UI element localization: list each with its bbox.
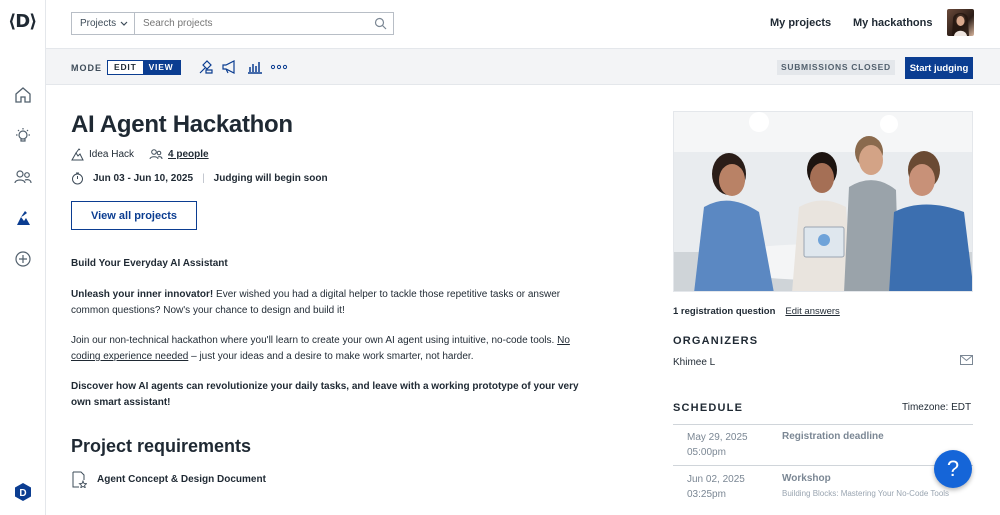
- mail-icon[interactable]: [960, 355, 973, 365]
- people-icon[interactable]: [13, 167, 33, 187]
- search-scope-dropdown[interactable]: [72, 13, 135, 34]
- registration-count: 1 registration question: [673, 306, 776, 317]
- description-text: – just your ideas and a desire to make work smarter, not harder.: [188, 351, 474, 362]
- my-projects-link[interactable]: My projects: [770, 17, 832, 29]
- description-text: Join our non-technical hackathon where you'll learn to create your own AI agent using intuitive, no-code tools.: [71, 335, 558, 346]
- divider: |: [202, 173, 205, 184]
- schedule-subtitle: Building Blocks: Mastering Your No-Code Tools: [782, 489, 950, 498]
- requirement-item: [71, 471, 266, 488]
- lightbulb-icon[interactable]: [13, 126, 33, 146]
- divider: [673, 465, 973, 466]
- description-paragraph-3: Discover how AI agents can revolutionize your daily tasks, and leave with a working prototype of your very own smart assistant!: [71, 381, 579, 408]
- schedule-time: 05:00pm: [687, 447, 726, 458]
- left-sidebar: [0, 0, 46, 515]
- mode-toolbar: [46, 48, 1000, 85]
- description-text: Ever wished you had a digital helper to tackle those repetitive tasks or answer common questions? Now's your chance to design and build it!: [71, 289, 561, 316]
- schedule-heading: SCHEDULE: [673, 402, 744, 414]
- add-circle-icon[interactable]: [13, 249, 33, 269]
- brand-logo[interactable]: ⟨D⟩: [8, 11, 37, 32]
- schedule-title: Workshop: [782, 473, 831, 484]
- event-dates-row: [71, 172, 328, 185]
- hackathon-icon[interactable]: [13, 208, 33, 228]
- more-options-icon[interactable]: [270, 58, 288, 76]
- top-bar: [46, 0, 1000, 48]
- my-hackathons-link[interactable]: My hackathons: [853, 17, 933, 29]
- description-paragraph-2: [71, 333, 601, 365]
- search-scope-label: Projects: [80, 18, 117, 29]
- start-judging-button[interactable]: Start judging: [905, 57, 973, 79]
- description-paragraph-1: [71, 287, 601, 319]
- help-button[interactable]: ?: [934, 450, 972, 488]
- search-icon[interactable]: [374, 17, 387, 30]
- idea-hack-icon: [71, 148, 84, 161]
- judging-status: Judging will begin soon: [213, 173, 328, 184]
- schedule-title: Registration deadline: [782, 431, 884, 442]
- schedule-date: May 29, 2025: [687, 432, 748, 443]
- judging-gavel-icon[interactable]: [197, 58, 215, 76]
- view-mode-button[interactable]: VIEW: [143, 61, 180, 74]
- chevron-down-icon: [120, 21, 128, 27]
- search-input[interactable]: [135, 13, 393, 34]
- organizer-name: Khimee L: [673, 357, 716, 368]
- megaphone-icon[interactable]: [221, 58, 239, 76]
- description-emphasis: Unleash your inner innovator!: [71, 289, 214, 300]
- view-all-projects-button[interactable]: View all projects: [71, 201, 197, 230]
- participants-link[interactable]: 4 people: [168, 149, 209, 160]
- schedule-time: 03:25pm: [687, 489, 726, 500]
- edit-answers-link[interactable]: Edit answers: [785, 306, 840, 317]
- people-icon: [149, 148, 163, 161]
- svg-text:D: D: [19, 488, 27, 499]
- event-dates: Jun 03 - Jun 10, 2025: [93, 173, 194, 184]
- edit-mode-button[interactable]: EDIT: [108, 61, 143, 74]
- requirement-label: Agent Concept & Design Document: [97, 474, 266, 485]
- status-badge: SUBMISSIONS CLOSED: [777, 60, 895, 75]
- page-title: AI Agent Hackathon: [71, 111, 293, 138]
- divider: [673, 424, 973, 425]
- registration-row: [673, 306, 840, 317]
- search-bar: [71, 12, 394, 35]
- timezone-label: Timezone: EDT: [902, 402, 972, 413]
- document-star-icon: [71, 471, 87, 488]
- timer-icon: [71, 172, 84, 185]
- event-meta-row: [71, 148, 209, 161]
- avatar[interactable]: [947, 9, 974, 36]
- brand-badge-icon[interactable]: [13, 482, 33, 502]
- mode-toggle: [107, 60, 181, 75]
- bar-chart-icon[interactable]: [246, 58, 264, 76]
- hero-image: [673, 111, 973, 292]
- no-code-link[interactable]: No coding experience needed: [71, 335, 570, 362]
- mode-label: MODE: [71, 63, 102, 73]
- schedule-date: Jun 02, 2025: [687, 474, 745, 485]
- home-icon[interactable]: [13, 85, 33, 105]
- description-heading: Build Your Everyday AI Assistant: [71, 258, 228, 269]
- organizers-heading: ORGANIZERS: [673, 335, 759, 347]
- requirements-heading: Project requirements: [71, 436, 252, 456]
- hackathon-type: Idea Hack: [89, 149, 135, 160]
